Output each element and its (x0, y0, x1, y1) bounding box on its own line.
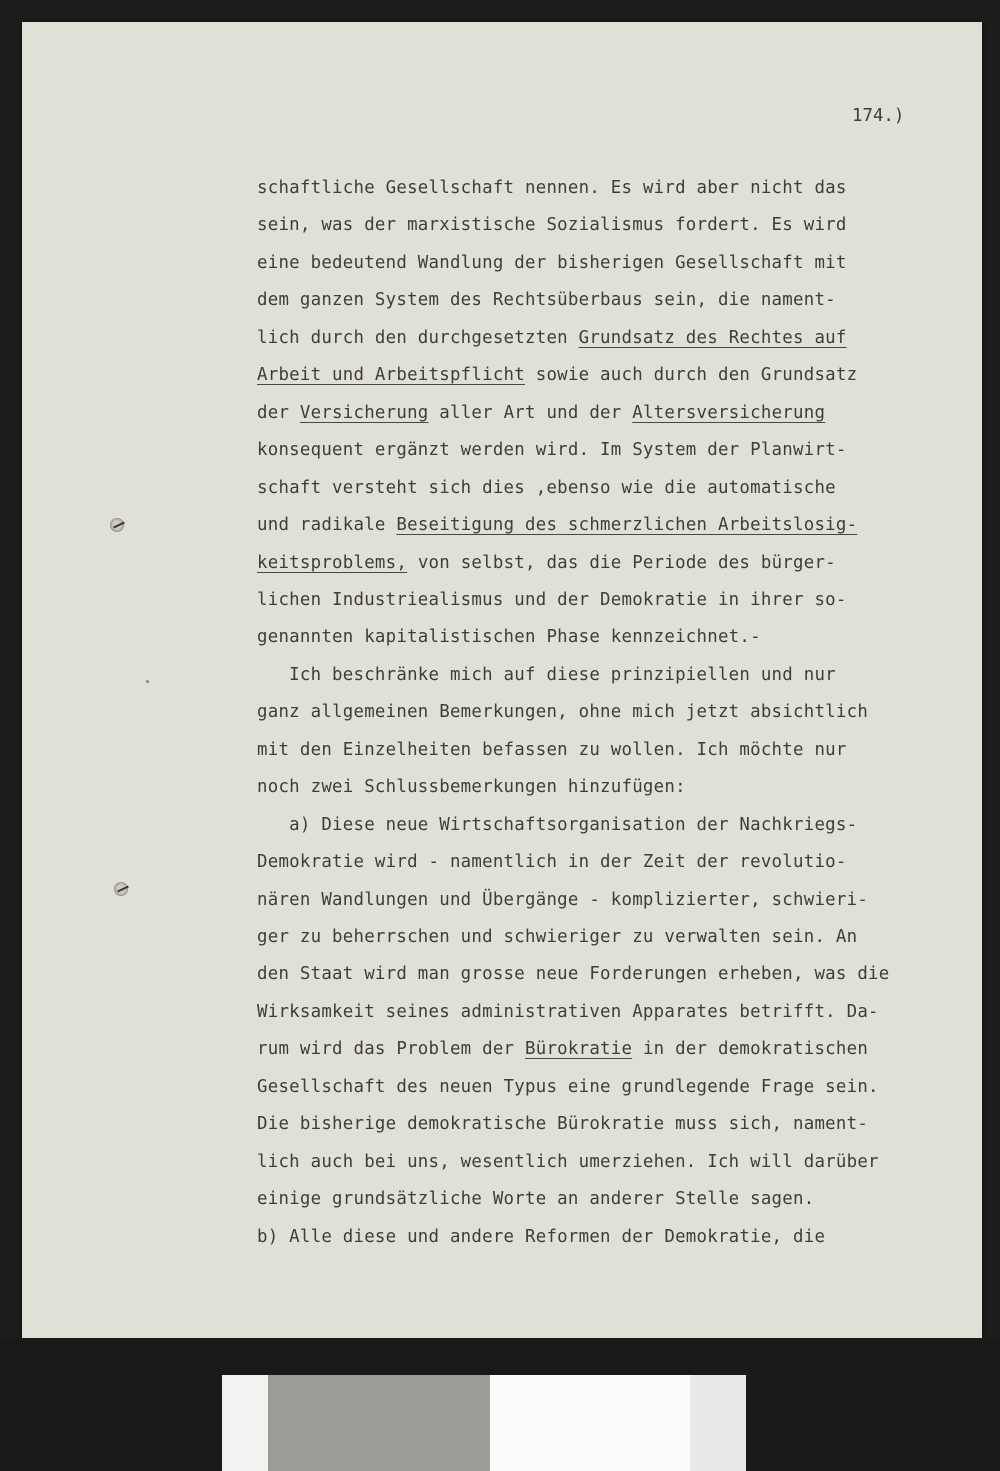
text-line (257, 1226, 826, 1247)
text-segment: schaft versteht sich dies ,ebenso wie die automatische (257, 477, 836, 498)
text-segment: Wirksamkeit seines administrativen Apparates betrifft. Da- (257, 1001, 879, 1022)
text-segment: lichen Industriealismus und der Demokratie in ihrer so- (257, 589, 847, 610)
text-line (257, 779, 686, 796)
typewritten-page (22, 22, 982, 1338)
underlined-phrase: keitsproblems, (257, 552, 408, 573)
text-line (257, 292, 836, 309)
text-segment: mit den Einzelheiten befassen zu wollen. Ich möchte nur (257, 739, 847, 760)
text-line (257, 1116, 868, 1133)
text-line (257, 517, 857, 534)
text-line (257, 1191, 814, 1208)
text-line (257, 552, 836, 573)
text-segment: schaftliche Gesellschaft nennen. Es wird aber nicht das (257, 178, 847, 198)
text-segment: sowie auch durch den Grundsatz (525, 365, 858, 386)
text-line (257, 664, 836, 685)
text-line (257, 629, 761, 646)
text-segment: Demokratie wird - namentlich in der Zeit der revolutio- (257, 852, 847, 873)
text-segment: lich durch den durchgesetzten (257, 327, 579, 348)
text-segment: einige grundsätzliche Worte an anderer Stelle sagen. (257, 1189, 815, 1210)
text-line (257, 889, 869, 910)
text-segment: den Staat wird man grosse neue Forderungen erheben, was die (257, 964, 890, 985)
underlined-phrase: Beseitigung des schmerzlichen Arbeitslosig- (396, 515, 858, 536)
text-line (257, 217, 847, 234)
text-line (257, 1001, 879, 1022)
text-segment: ganz allgemeinen Bemerkungen, ohne mich jetzt absichtlich (257, 702, 869, 723)
text-segment: genannten kapitalistischen Phase kennzeichnet.- (257, 627, 761, 648)
underlined-phrase: Altersversicherung (632, 402, 826, 423)
text-segment: Die bisherige demokratische Bürokratie muss sich, nament- (257, 1114, 869, 1135)
text-segment: rum wird das Problem der (257, 1039, 526, 1060)
text-line (257, 966, 889, 983)
text-line (257, 739, 847, 760)
text-line (257, 1041, 868, 1058)
text-line (257, 180, 847, 197)
underlined-phrase: Versicherung (299, 402, 429, 423)
text-line (257, 402, 826, 423)
text-segment: ger zu beherrschen und schwieriger zu verwalten sein. An (257, 927, 858, 947)
text-segment: lich auch bei uns, wesentlich umerziehen. Ich will darüber (257, 1151, 879, 1172)
text-line (257, 589, 847, 610)
text-line (257, 1151, 879, 1172)
underlined-phrase: Arbeit und Arbeitspflicht (257, 365, 526, 386)
text-line (257, 367, 857, 384)
text-segment: der (257, 402, 300, 423)
punch-hole (110, 518, 124, 532)
text-segment: noch zwei Schlussbemerkungen hinzufügen: (257, 777, 686, 798)
text-segment: von selbst, das die Periode des bürger- (407, 552, 836, 573)
text-segment: Ich beschränke mich auf diese prinzipiellen und nur (257, 664, 836, 685)
text-segment: dem ganzen System des Rechtsüberbaus sein, die nament- (257, 290, 836, 311)
text-segment: sein, was der marxistische Sozialismus fordert. Es wird (257, 215, 847, 236)
calibration-patch-gray (268, 1375, 490, 1471)
underlined-phrase: Grundsatz des Rechtes auf (578, 327, 847, 348)
page-number: 174.) (852, 106, 905, 126)
text-line (257, 477, 836, 498)
text-line (257, 442, 847, 459)
text-segment: Gesellschaft des neuen Typus eine grundlegende Frage sein. (257, 1076, 879, 1097)
text-line (257, 814, 858, 835)
calibration-patch-white (222, 1375, 268, 1471)
text-line (257, 327, 847, 348)
text-segment: a) Diese neue Wirtschaftsorganisation der Nachkriegs- (257, 814, 858, 835)
text-segment: eine bedeutend Wandlung der bisherigen Gesellschaft mit (257, 252, 847, 273)
punch-hole (114, 882, 128, 896)
text-line (257, 854, 847, 871)
calibration-patch-light (690, 1375, 746, 1471)
text-segment: in der demokratischen (632, 1039, 869, 1060)
text-line (257, 1076, 879, 1097)
paper-speck (146, 680, 149, 683)
text-segment: b) Alle diese und andere Reformen der Demokratie, die (257, 1226, 826, 1247)
underlined-phrase: Bürokratie (525, 1039, 633, 1060)
text-segment: konsequent ergänzt werden wird. Im System der Planwirt- (257, 440, 847, 461)
text-line (257, 252, 847, 273)
text-segment: aller Art und der (428, 402, 633, 423)
text-line (257, 929, 857, 946)
text-segment: und radikale (257, 515, 397, 536)
text-line (257, 704, 868, 721)
text-segment: nären Wandlungen und Übergänge - komplizierter, schwieri- (257, 889, 869, 910)
